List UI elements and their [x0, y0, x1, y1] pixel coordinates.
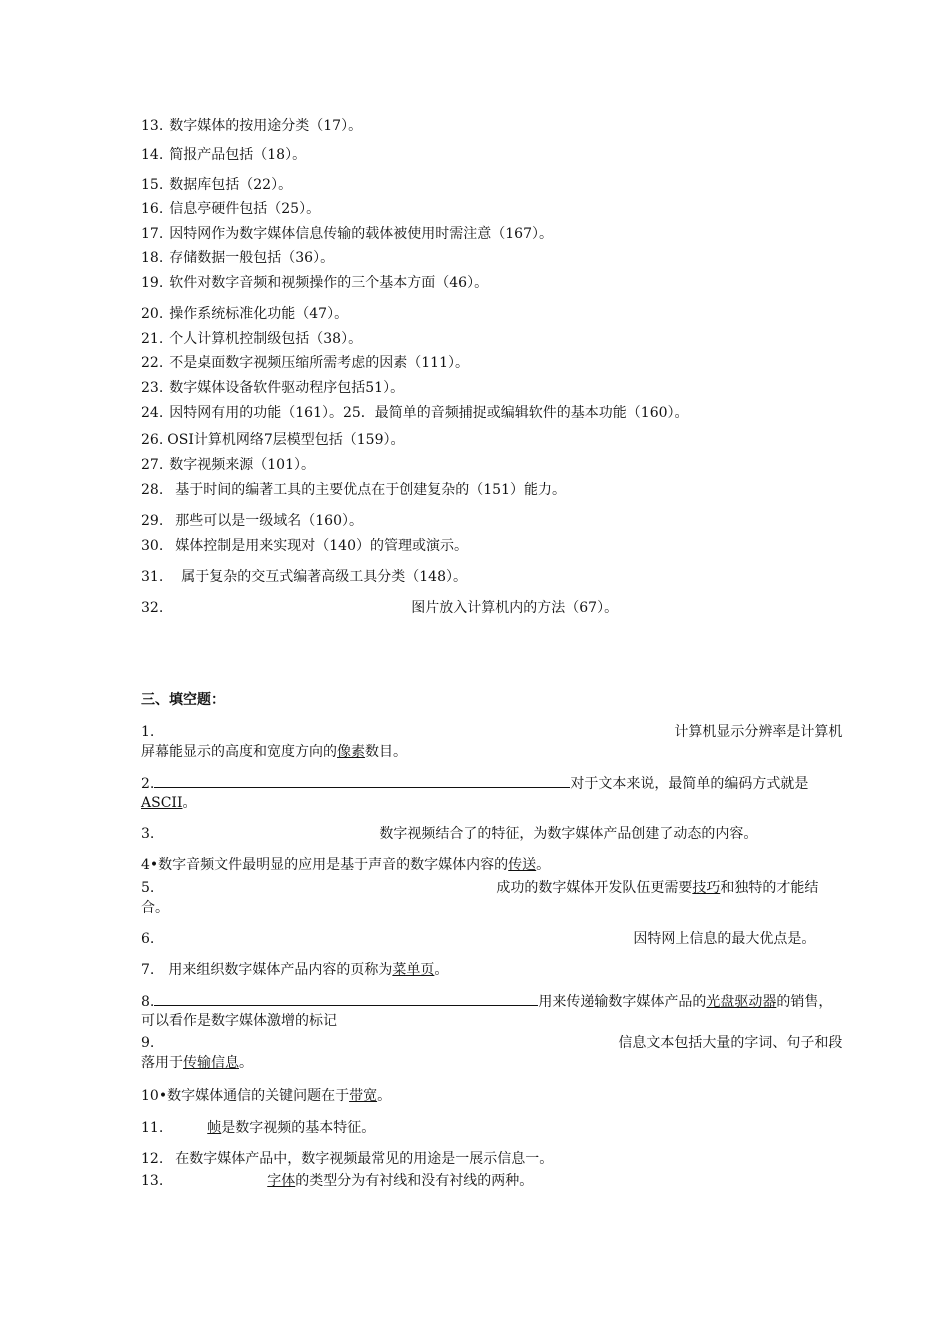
question-number: 18. [141, 250, 164, 266]
item-text: 信息文本包括大量的字词、句子和段 [618, 1035, 843, 1051]
item-number: 6. [141, 931, 155, 947]
item-text: 。 [377, 1088, 392, 1104]
fill-item-8-line2: 可以看作是数字媒体激增的标记 [141, 1013, 337, 1029]
question-number: 15. [141, 177, 164, 193]
question-13 [141, 116, 891, 136]
item-text: 的销售， [776, 994, 833, 1010]
fill-item-9-line2 [141, 1053, 891, 1073]
item-text: 和独特的才能结 [720, 880, 819, 896]
question-20 [141, 304, 891, 324]
question-31 [141, 567, 891, 587]
item-text: 数字视频结合了的特征，为数字媒体产品创建了动态的内容。 [379, 826, 758, 842]
question-number: 28. [141, 482, 164, 498]
question-27 [141, 455, 891, 475]
question-14 [141, 145, 891, 165]
item-text: 在数字媒体产品中，数字视频最常见的用途是一展示信息一。 [175, 1151, 554, 1167]
item-text: 。 [182, 795, 197, 811]
question-number: 26. [141, 432, 164, 448]
fill-item-7 [141, 960, 891, 980]
item-number: 12. [141, 1151, 164, 1167]
question-number: 23. [141, 380, 164, 396]
question-text: 个人计算机控制级包括（38）。 [169, 331, 363, 347]
question-23 [141, 378, 891, 398]
question-number: 17. [141, 226, 164, 242]
item-text: 。 [536, 857, 551, 873]
item-number: 11. [141, 1120, 164, 1136]
question-text: 存储数据一般包括（36）。 [169, 250, 335, 266]
question-number: 32. [141, 600, 164, 616]
question-text: 因特网有用的功能（161）。25．最简单的音频捕捉或编辑软件的基本功能（160）。 [169, 405, 689, 421]
item-text: 因特网上信息的最大优点是。 [633, 931, 816, 947]
question-text: 数据库包括（22）。 [169, 177, 293, 193]
item-text: 是数字视频的基本特征。 [221, 1120, 376, 1136]
question-text: 操作系统标准化功能（47）。 [169, 306, 349, 322]
question-text: 数字视频来源（101）。 [169, 457, 315, 473]
question-text: 媒体控制是用来实现对（140）的管理或演示。 [175, 538, 468, 554]
item-number: 2. [141, 776, 155, 792]
question-text: 图片放入计算机内的方法（67）。 [411, 600, 619, 616]
question-number: 24. [141, 405, 164, 421]
answer-blank [154, 773, 570, 788]
question-15 [141, 175, 891, 195]
answer-text: 传输信息 [183, 1055, 239, 1071]
fill-item-5 [141, 878, 891, 898]
question-text: 属于复杂的交互式编著高级工具分类（148）。 [181, 569, 467, 585]
fill-item-12 [141, 1149, 891, 1169]
question-number: 19. [141, 275, 164, 291]
item-text: 用来传递输数字媒体产品的 [538, 994, 707, 1010]
question-29 [141, 511, 891, 531]
item-text: 10•数字媒体通信的关键问题在于 [141, 1088, 350, 1104]
fill-item-1-line2 [141, 742, 891, 762]
question-number: 27. [141, 457, 164, 473]
fill-item-8 [141, 991, 891, 1012]
question-30 [141, 536, 891, 556]
question-number: 22. [141, 355, 164, 371]
question-text: 基于时间的编著工具的主要优点在于创建复杂的（151）能力。 [175, 482, 566, 498]
item-number: 5. [141, 880, 155, 896]
question-text: 数字媒体的按用途分类（17）。 [169, 118, 363, 134]
fill-item-1 [141, 722, 891, 742]
question-text: 数字媒体设备软件驱动程序包括51）。 [169, 380, 405, 396]
fill-item-9 [141, 1033, 891, 1053]
item-text: 屏幕能显示的高度和宽度方向的 [141, 744, 337, 760]
question-24 [141, 403, 891, 423]
question-18 [141, 248, 891, 268]
answer-text: ASCII [141, 795, 183, 811]
item-text: 。 [239, 1055, 253, 1071]
question-number: 14. [141, 147, 164, 163]
item-number: 3. [141, 826, 155, 842]
fill-item-11 [141, 1118, 891, 1138]
answer-text: 像素 [337, 744, 365, 760]
answer-text: 光盘驱动器 [706, 994, 777, 1010]
item-text: 对于文本来说，最简单的编码方式就是 [570, 776, 809, 792]
question-17 [141, 224, 891, 244]
question-text: 不是桌面数字视频压缩所需考虑的因素（111）。 [169, 355, 469, 371]
question-32 [141, 598, 891, 618]
fill-item-13 [141, 1171, 891, 1191]
answer-text: 字体 [267, 1173, 296, 1189]
fill-item-10 [141, 1086, 891, 1106]
question-number: 21. [141, 331, 164, 347]
item-number: 13. [141, 1173, 164, 1189]
item-text: 成功的数字媒体开发队伍更需要 [496, 880, 693, 896]
fill-item-4 [141, 855, 891, 875]
question-28 [141, 480, 891, 500]
fill-item-2-line2 [141, 793, 891, 813]
question-16 [141, 199, 891, 219]
fill-item-5-line2: 合。 [141, 900, 169, 916]
question-number: 29. [141, 513, 164, 529]
question-26 [141, 430, 891, 450]
fill-item-6 [141, 929, 891, 949]
item-text: 计算机显示分辨率是计算机 [674, 724, 843, 740]
item-number: 8. [141, 994, 155, 1010]
question-number: 16. [141, 201, 164, 217]
question-text: 因特网作为数字媒体信息传输的载体被使用时需注意（167）。 [169, 226, 553, 242]
question-22 [141, 353, 891, 373]
question-text: 信息亭硬件包括（25）。 [169, 201, 321, 217]
item-text: 的类型分为有衬线和没有衬线的两种。 [295, 1173, 534, 1189]
item-text: 4•数字音频文件最明显的应用是基于声音的数字媒体内容的 [141, 857, 509, 873]
question-number: 31. [141, 569, 164, 585]
item-text: 落用于 [141, 1055, 183, 1071]
answer-text: 技巧 [692, 880, 721, 896]
item-number: 7. [141, 962, 155, 978]
item-number: 9. [141, 1035, 155, 1051]
question-text: 简报产品包括（18）。 [169, 147, 307, 163]
item-text: 数目。 [365, 744, 407, 760]
item-number: 1. [141, 724, 155, 740]
question-21 [141, 329, 891, 349]
question-text: OSI计算机网络7层模型包括（159）。 [167, 432, 405, 448]
section-title: 三、填空题： [141, 692, 225, 708]
question-number: 20. [141, 306, 164, 322]
question-number: 30. [141, 538, 164, 554]
question-number: 13. [141, 118, 164, 134]
answer-text: 带宽 [349, 1088, 378, 1104]
question-19 [141, 273, 891, 293]
question-text: 软件对数字音频和视频操作的三个基本方面（46）。 [169, 275, 489, 291]
answer-text: 菜单页 [392, 962, 435, 978]
fill-item-2 [141, 773, 891, 794]
answer-text: 传送 [508, 857, 537, 873]
question-text: 那些可以是一级域名（160）。 [175, 513, 363, 529]
item-text: 用来组织数字媒体产品内容的页称为 [168, 962, 393, 978]
item-text: 。 [434, 962, 449, 978]
answer-text: 帧 [207, 1120, 222, 1136]
fill-item-3 [141, 824, 891, 844]
answer-blank [154, 991, 538, 1006]
